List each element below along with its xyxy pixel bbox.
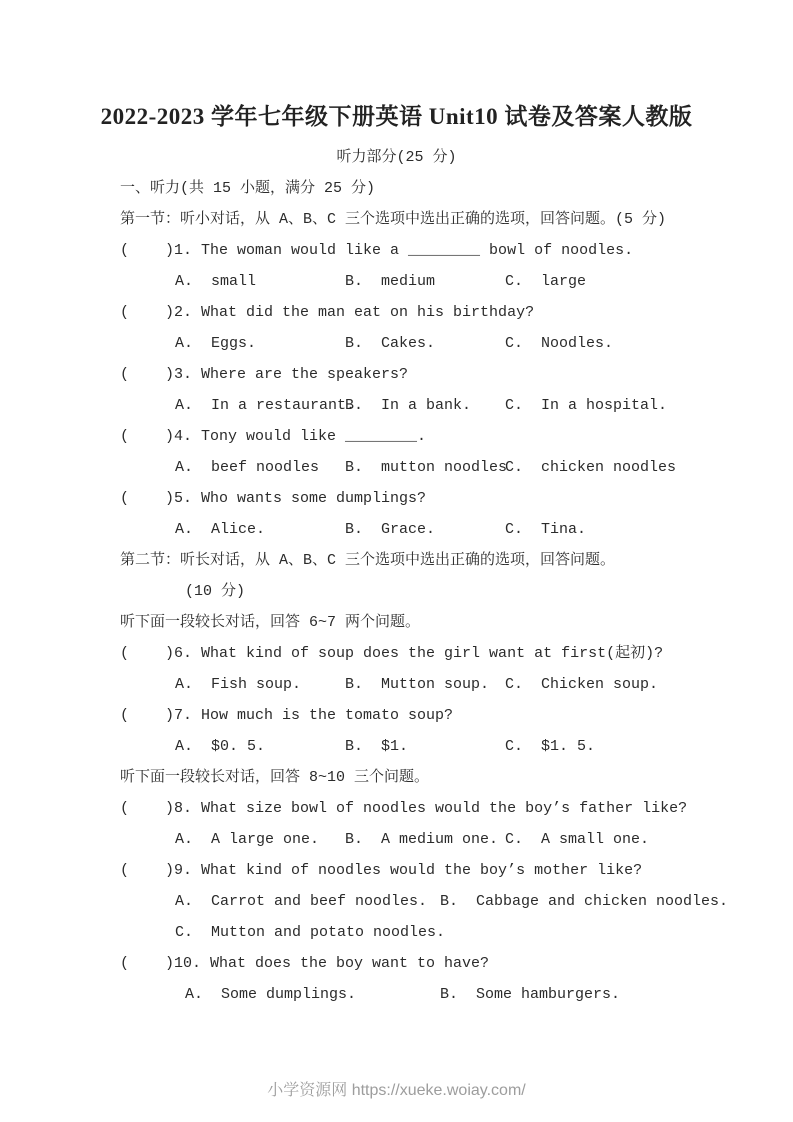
option-8-a: A. A large one. — [175, 831, 320, 848]
part2-instruction: 第二节：听长对话，从 A、B、C 三个选项中选出正确的选项，回答问题。 — [120, 552, 616, 569]
question-9-prompt: ( )9. What kind of noodles would the boy’s mother like? — [120, 862, 643, 879]
option-7-c: C. $1. 5. — [505, 738, 596, 755]
question-10-prompt: ( )10. What does the boy want to have? — [120, 955, 490, 972]
option-8-b: B. A medium one. — [345, 831, 499, 848]
option-5-a: A. Alice. — [175, 521, 266, 538]
footer-watermark: 小学资源网 https://xueke.woiay.com/ — [267, 1082, 526, 1099]
option-9-a: A. Carrot and beef noodles. — [175, 893, 428, 910]
option-6-c: C. Chicken soup. — [505, 676, 659, 693]
option-9-c: C. Mutton and potato noodles. — [175, 924, 446, 941]
option-8-c: C. A small one. — [505, 831, 650, 848]
question-7-prompt: ( )7. How much is the tomato soup? — [120, 707, 454, 724]
question-9-options-row2 — [0, 917, 793, 948]
part2-score: (10 分) — [185, 583, 246, 600]
question-10-options — [0, 979, 793, 1010]
question-8-prompt: ( )8. What size bowl of noodles would the boy’s father like? — [120, 800, 688, 817]
option-2-a: A. Eggs. — [175, 335, 257, 352]
question-6-options — [0, 669, 793, 700]
question-2-prompt: ( )2. What did the man eat on his birthday? — [120, 304, 535, 321]
option-5-b: B. Grace. — [345, 521, 436, 538]
option-10-a: A. Some dumplings. — [185, 986, 357, 1003]
question-1-prompt: ( )1. The woman would like a ________ bowl of noodles. — [120, 242, 634, 259]
option-1-c: C. large — [505, 273, 587, 290]
question-3-prompt: ( )3. Where are the speakers? — [120, 366, 409, 383]
option-6-b: B. Mutton soup. — [345, 676, 490, 693]
option-2-b: B. Cakes. — [345, 335, 436, 352]
question-6-prompt: ( )6. What kind of soup does the girl want at first(起初)? — [120, 645, 664, 662]
question-5-options — [0, 514, 793, 545]
option-7-a: A. $0. 5. — [175, 738, 266, 755]
page-title: 2022-2023 学年七年级下册英语 Unit10 试卷及答案人教版 — [100, 104, 693, 129]
option-3-a: A. In a restaurant. — [175, 397, 356, 414]
option-6-a: A. Fish soup. — [175, 676, 302, 693]
option-3-b: B. In a bank. — [345, 397, 472, 414]
question-2-options — [0, 328, 793, 359]
question-1-options — [0, 266, 793, 297]
part1-instruction: 第一节：听小对话，从 A、B、C 三个选项中选出正确的选项，回答问题。(5 分) — [120, 211, 667, 228]
listening-section-heading: 一、听力(共 15 小题，满分 25 分) — [120, 180, 376, 197]
question-3-options — [0, 390, 793, 421]
option-10-b: B. Some hamburgers. — [440, 986, 621, 1003]
question-5-prompt: ( )5. Who wants some dumplings? — [120, 490, 427, 507]
option-3-c: C. In a hospital. — [505, 397, 668, 414]
part-heading: 听力部分(25 分) — [336, 149, 457, 166]
question-4-options — [0, 452, 793, 483]
option-9-b: B. Cabbage and chicken noodles. — [440, 893, 729, 910]
option-2-c: C. Noodles. — [505, 335, 614, 352]
question-7-options — [0, 731, 793, 762]
option-4-b: B. mutton noodles — [345, 459, 508, 476]
question-8-options — [0, 824, 793, 855]
question-9-options-row1 — [0, 886, 793, 917]
question-4-prompt: ( )4. Tony would like ________. — [120, 428, 427, 445]
option-4-a: A. beef noodles — [175, 459, 320, 476]
option-1-b: B. medium — [345, 273, 436, 290]
option-4-c: C. chicken noodles — [505, 459, 677, 476]
dialog-8-10-note: 听下面一段较长对话，回答 8~10 三个问题。 — [120, 769, 430, 786]
option-7-b: B. $1. — [345, 738, 409, 755]
option-1-a: A. small — [175, 273, 257, 290]
option-5-c: C. Tina. — [505, 521, 587, 538]
dialog-6-7-note: 听下面一段较长对话，回答 6~7 两个问题。 — [120, 614, 421, 631]
